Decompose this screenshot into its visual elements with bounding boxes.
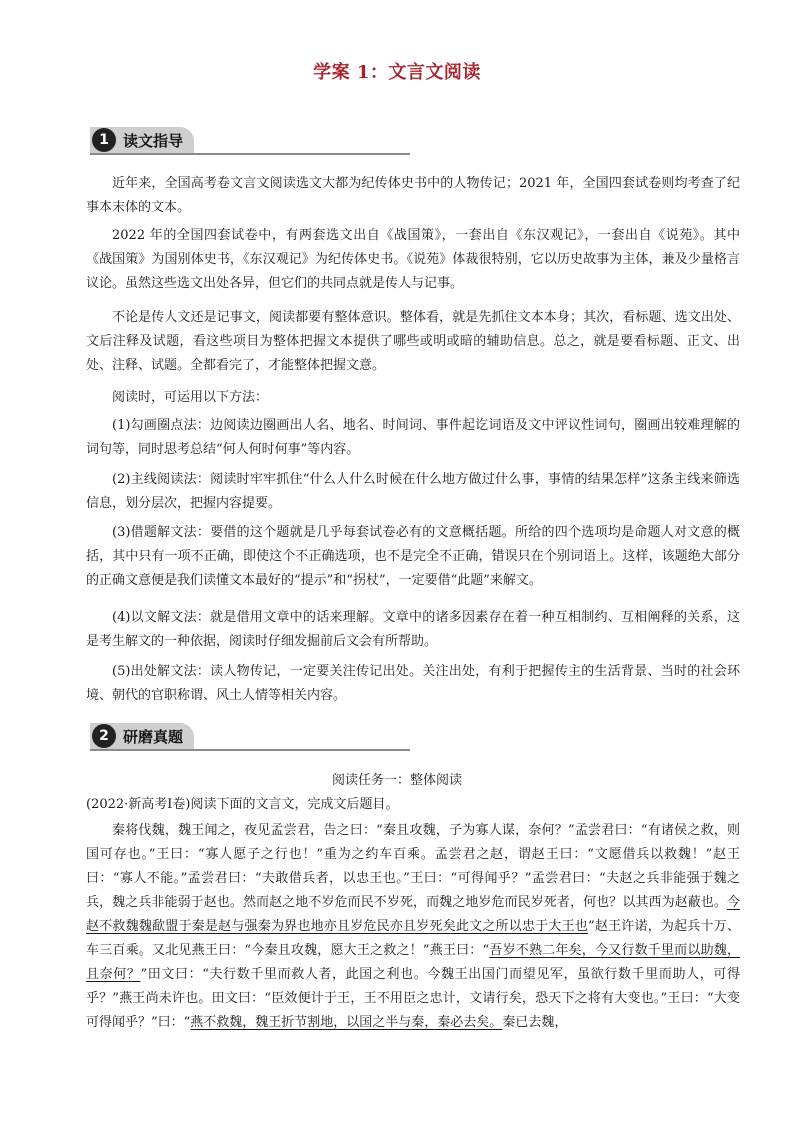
section-divider bbox=[90, 749, 410, 751]
underlined-sentence: 燕不救魏，魏王折节割地，以国之半与秦，秦必去矣。 bbox=[190, 1015, 503, 1030]
section-divider bbox=[90, 153, 410, 155]
page-title: 学案 1：文言文阅读 bbox=[313, 62, 481, 83]
paragraph: 近年来，全国高考卷文言文阅读选文大都为纪传体史书中的人物传记；2021 年，全国四套试卷则均考查了纪事本末体的文本。 bbox=[86, 176, 740, 215]
method-item: (4)以文解文法：就是借用文章中的话来理解。文章中的诸多因素存在着一种互相制约、互相阐释的关系，这是考生解文的一种依据，阅读时仔细发掘前后文会有所帮助。 bbox=[86, 610, 740, 649]
source-line: (2022·新高考Ⅰ卷)阅读下面的文言文，完成文后题目。 bbox=[86, 797, 399, 812]
passage-text: 秦已去魏， bbox=[502, 1015, 568, 1030]
section-number-badge: 2 bbox=[92, 724, 116, 748]
section-label: 研磨真题 bbox=[123, 728, 184, 746]
paragraph: 不论是传人文还是记事文，阅读都要有整体意识。整体看，就是先抓住文本本身；其次，看标题、选文出处、文后注释及试题，看这些项目为整体把握文本提供了哪些或明或暗的辅助信息。总之，就是要看标题、正文、出处、注释、试题。全都看完了，才能整体把握文意。 bbox=[86, 310, 740, 373]
method-item: (2)主线阅读法：阅读时牢牢抓住“什么人什么时候在什么地方做过什么事，事情的结果怎样”这条主线来筛选信息，划分层次，把握内容提要。 bbox=[86, 472, 740, 511]
passage-text: ”赵王许诺，为起兵十万、车三百乘。又北见燕王曰：“今秦且攻魏，愿大王之救之！”燕王曰：“ bbox=[86, 919, 740, 958]
method-item: (1)勾画圈点法：边阅读边圈画出人名、地名、时间词、事件起讫词语及文中评议性词句，圈画出较难理解的词句等，同时思考总结“何人何时何事”等内容。 bbox=[86, 418, 740, 457]
task-title: 阅读任务一：整体阅读 bbox=[331, 773, 462, 788]
paragraph: 2022 年的全国四套试卷中，有两套选文出自《战国策》，一套出自《东汉观记》，一套出自《说苑》。其中《战国策》为国别体史书，《东汉观记》为纪传体史书。《说苑》体裁很特别，它以历史故事为主体，兼及少量格言议论。虽然这些选文出处各异，但它们的共同点就是传人与记事。 bbox=[86, 228, 740, 291]
underlined-sentence: 吾岁不熟二年矣，今又行数千里而以助魏，且奈何？ bbox=[86, 943, 740, 982]
underlined-sentence: 今赵不救魏魏歃盟于秦是赵与强秦为界也地亦且岁危民亦且岁死矣此文之所以忠于大王也 bbox=[86, 895, 740, 934]
classical-passage bbox=[86, 819, 740, 1035]
section-number-badge: 1 bbox=[92, 128, 116, 152]
passage-text: ”田文曰：“夫行数千里而救人者，此国之利也。今魏王出国门而望见军，虽欲行数千里而助人，可得乎？”燕王尚未许也。田文曰：“臣效便计于王，王不用臣之忠计，文请行矣，恐天下之将有大变也。”王曰：“大变可得闻乎？”曰：“ bbox=[86, 967, 740, 1030]
paragraph: 阅读时，可运用以下方法： bbox=[112, 390, 269, 405]
passage-text: 秦将伐魏，魏王闻之，夜见孟尝君，告之曰：“秦且攻魏，子为寡人谋，奈何？”孟尝君曰：“有诸侯之救，则国可存也。”王曰：“寡人愿子之行也！”重为之约车百乘。孟尝君之赵，谓赵王曰：“文愿借兵以救魏！”赵王曰：“寡人不能。”孟尝君曰：“夫敢借兵者，以忠王也。”王曰：“可得闻乎？”孟尝君曰：“夫赵之兵非能强于魏之兵，魏之兵非能弱于赵也。然而赵之地不岁危而民不岁死，而魏之地岁危而民岁死者，何也？以其西为赵蔽也。 bbox=[86, 823, 740, 910]
method-item: (3)借题解文法：要借的这个题就是几乎每套试卷必有的文意概括题。所给的四个选项均是命题人对文意的概括，其中只有一项不正确，即使这个不正确选项，也不是完全不正确，错误只在个别词语上。这样，该题绝大部分的正确文意便是我们读懂文本最好的“提示”和“拐杖”，一定要借“此题”来解文。 bbox=[86, 525, 740, 588]
section-label: 读文指导 bbox=[123, 132, 184, 150]
method-item: (5)出处解文法：读人物传记，一定要关注传记出处。关注出处，有利于把握传主的生活背景、当时的社会环境、朝代的官职称谓、风土人情等相关内容。 bbox=[86, 664, 740, 703]
section-header-reading-guide bbox=[90, 127, 410, 157]
section-header-study-questions bbox=[90, 723, 410, 753]
